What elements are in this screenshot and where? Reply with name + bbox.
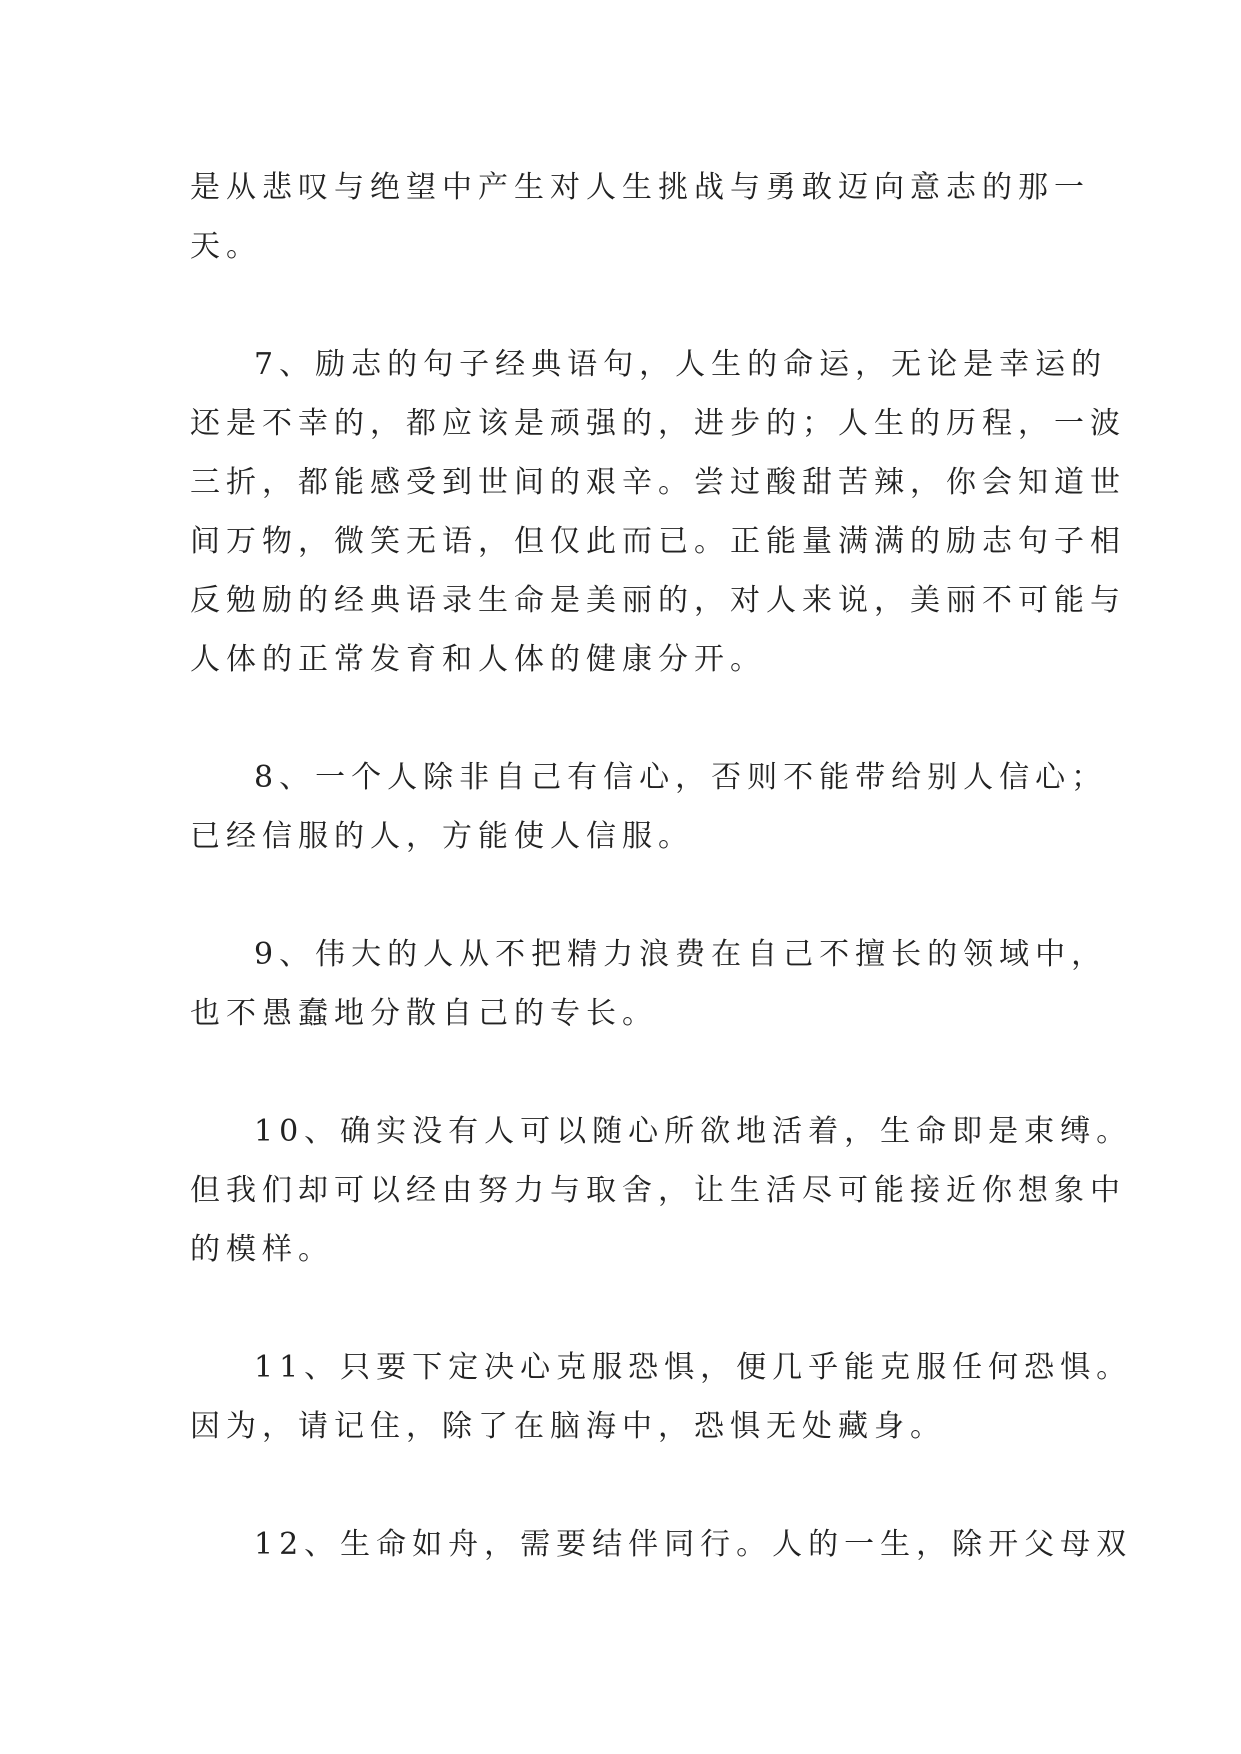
text-line: 9、伟大的人从不把精力浪费在自己不擅长的领域中， [254, 937, 1108, 972]
text-line: 反勉励的经典语录生命是美丽的，对人来说，美丽不可能与 [190, 583, 1126, 618]
text-line: 12、生命如舟，需要结伴同行。人的一生，除开父母双 [254, 1527, 1133, 1562]
paragraph-10 [190, 1102, 1133, 1279]
text-line: 是从悲叹与绝望中产生对人生挑战与勇敢迈向意志的那一 [190, 170, 1090, 205]
paragraph-9 [190, 925, 1108, 1043]
text-line: 7、励志的句子经典语句，人生的命运，无论是幸运的 [254, 347, 1108, 382]
text-line: 的模样。 [190, 1232, 334, 1267]
paragraph-12 [190, 1515, 1133, 1574]
text-line: 天。 [190, 229, 262, 264]
text-line: 但我们却可以经由努力与取舍，让生活尽可能接近你想象中 [190, 1173, 1126, 1208]
text-line: 也不愚蠢地分散自己的专长。 [190, 996, 658, 1031]
paragraph-11 [190, 1338, 1133, 1456]
text-line: 间万物，微笑无语，但仅此而已。正能量满满的励志句子相 [190, 524, 1126, 559]
text-line: 三折，都能感受到世间的艰辛。尝过酸甜苦辣，你会知道世 [190, 465, 1126, 500]
paragraph-continuation [190, 158, 1090, 276]
body-text [190, 158, 1133, 1633]
text-line: 人体的正常发育和人体的健康分开。 [190, 642, 766, 677]
paragraph-7 [190, 335, 1126, 689]
text-line: 还是不幸的，都应该是顽强的，进步的；人生的历程，一波 [190, 406, 1126, 441]
paragraph-8 [190, 748, 1108, 866]
text-line: 10、确实没有人可以随心所欲地活着，生命即是束缚。 [254, 1114, 1133, 1149]
text-line: 已经信服的人，方能使人信服。 [190, 819, 694, 854]
text-line: 因为，请记住，除了在脑海中，恐惧无处藏身。 [190, 1409, 946, 1444]
text-line: 11、只要下定决心克服恐惧，便几乎能克服任何恐惧。 [254, 1350, 1133, 1385]
text-line: 8、一个人除非自己有信心，否则不能带给别人信心； [254, 760, 1108, 795]
